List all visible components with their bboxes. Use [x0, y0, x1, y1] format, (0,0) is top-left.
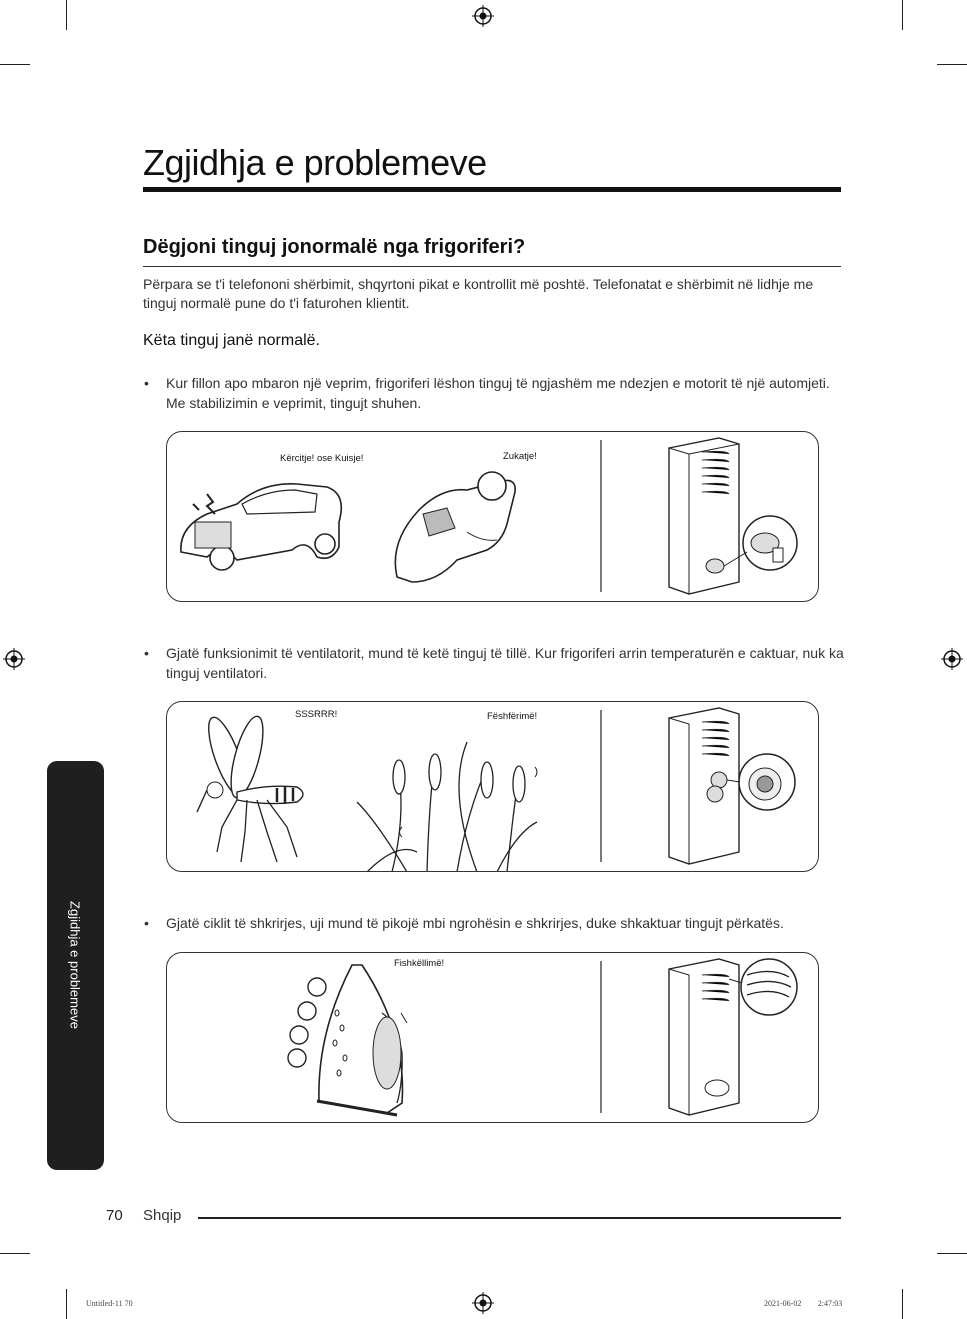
sound-label: Zukatje!	[503, 451, 537, 462]
mosquito-reeds-illustration	[167, 702, 818, 871]
list-item-text: Gjatë funksionimit të ventilatorit, mund të ketë tinguj të tillë. Kur frigoriferi arrin temperaturën e caktuar, nuk ka tinguj ventilatori.	[166, 645, 844, 681]
list-item	[144, 914, 846, 934]
intro-text: Përpara se t'i telefononi shërbimit, shqyrtoni pikat e kontrollit më poshtë. Telefonatat e shërbimit në lidhje me tinguj normalë pune do t'i faturohen klientit.	[143, 276, 814, 311]
registration-mark-icon	[472, 1292, 494, 1314]
crop-mark	[0, 64, 30, 65]
list-item	[144, 374, 846, 413]
crop-mark	[902, 1289, 903, 1319]
list-item-text: Kur fillon apo mbaron një veprim, frigoriferi lëshon tinguj të ngjashëm me ndezjen e motorit të një automjeti. Me stabilizimin e veprimit, tingujt shuhen.	[166, 375, 830, 411]
illustration-panel	[166, 431, 819, 602]
crop-mark	[66, 1289, 67, 1319]
sound-label: Fishkëllimë!	[394, 958, 445, 969]
bullet-dot: •	[144, 915, 149, 931]
registration-mark-icon	[472, 5, 494, 27]
footer-language: Shqip	[143, 1207, 182, 1224]
registration-mark-icon	[3, 648, 25, 670]
print-file-label: Untitled-11 70	[86, 1299, 133, 1308]
registration-mark-icon	[941, 648, 963, 670]
subheading: Këta tinguj janë normalë.	[143, 332, 320, 349]
sound-label: Kërcitje! ose Kuisje!	[280, 453, 364, 464]
bullet-dot: •	[144, 375, 149, 391]
side-tab-label: Zgjidhja e problemeve	[67, 901, 83, 1029]
sound-label: SSSRRR!	[295, 709, 338, 720]
illustration-panel	[166, 701, 819, 872]
steam-iron-illustration	[167, 953, 818, 1122]
illustration-panel	[166, 952, 819, 1123]
crop-mark	[66, 0, 67, 30]
list-item	[144, 644, 846, 683]
sound-label: Fëshfërimë!	[487, 711, 538, 722]
title-rule	[143, 187, 841, 192]
footer-rule	[198, 1217, 841, 1219]
chapter-side-tab	[47, 761, 104, 1170]
car-engine-illustration	[167, 432, 818, 601]
crop-mark	[0, 1253, 30, 1254]
bullet-dot: •	[144, 645, 149, 661]
page-title: Zgjidhja e problemeve	[143, 142, 487, 183]
page-number: 70	[106, 1207, 123, 1224]
print-date-label: 2021-06-02 ￿￿ 2:47:03	[764, 1299, 843, 1308]
crop-mark	[902, 0, 903, 30]
crop-mark	[937, 64, 967, 65]
crop-mark	[937, 1253, 967, 1254]
list-item-text: Gjatë ciklit të shkrirjes, uji mund të pikojë mbi ngrohësin e shkrirjes, duke shkaktuar tingujt përkatës.	[166, 915, 784, 931]
section-title: Dëgjoni tinguj jonormalë nga frigoriferi?	[143, 236, 526, 258]
section-rule	[143, 266, 841, 267]
